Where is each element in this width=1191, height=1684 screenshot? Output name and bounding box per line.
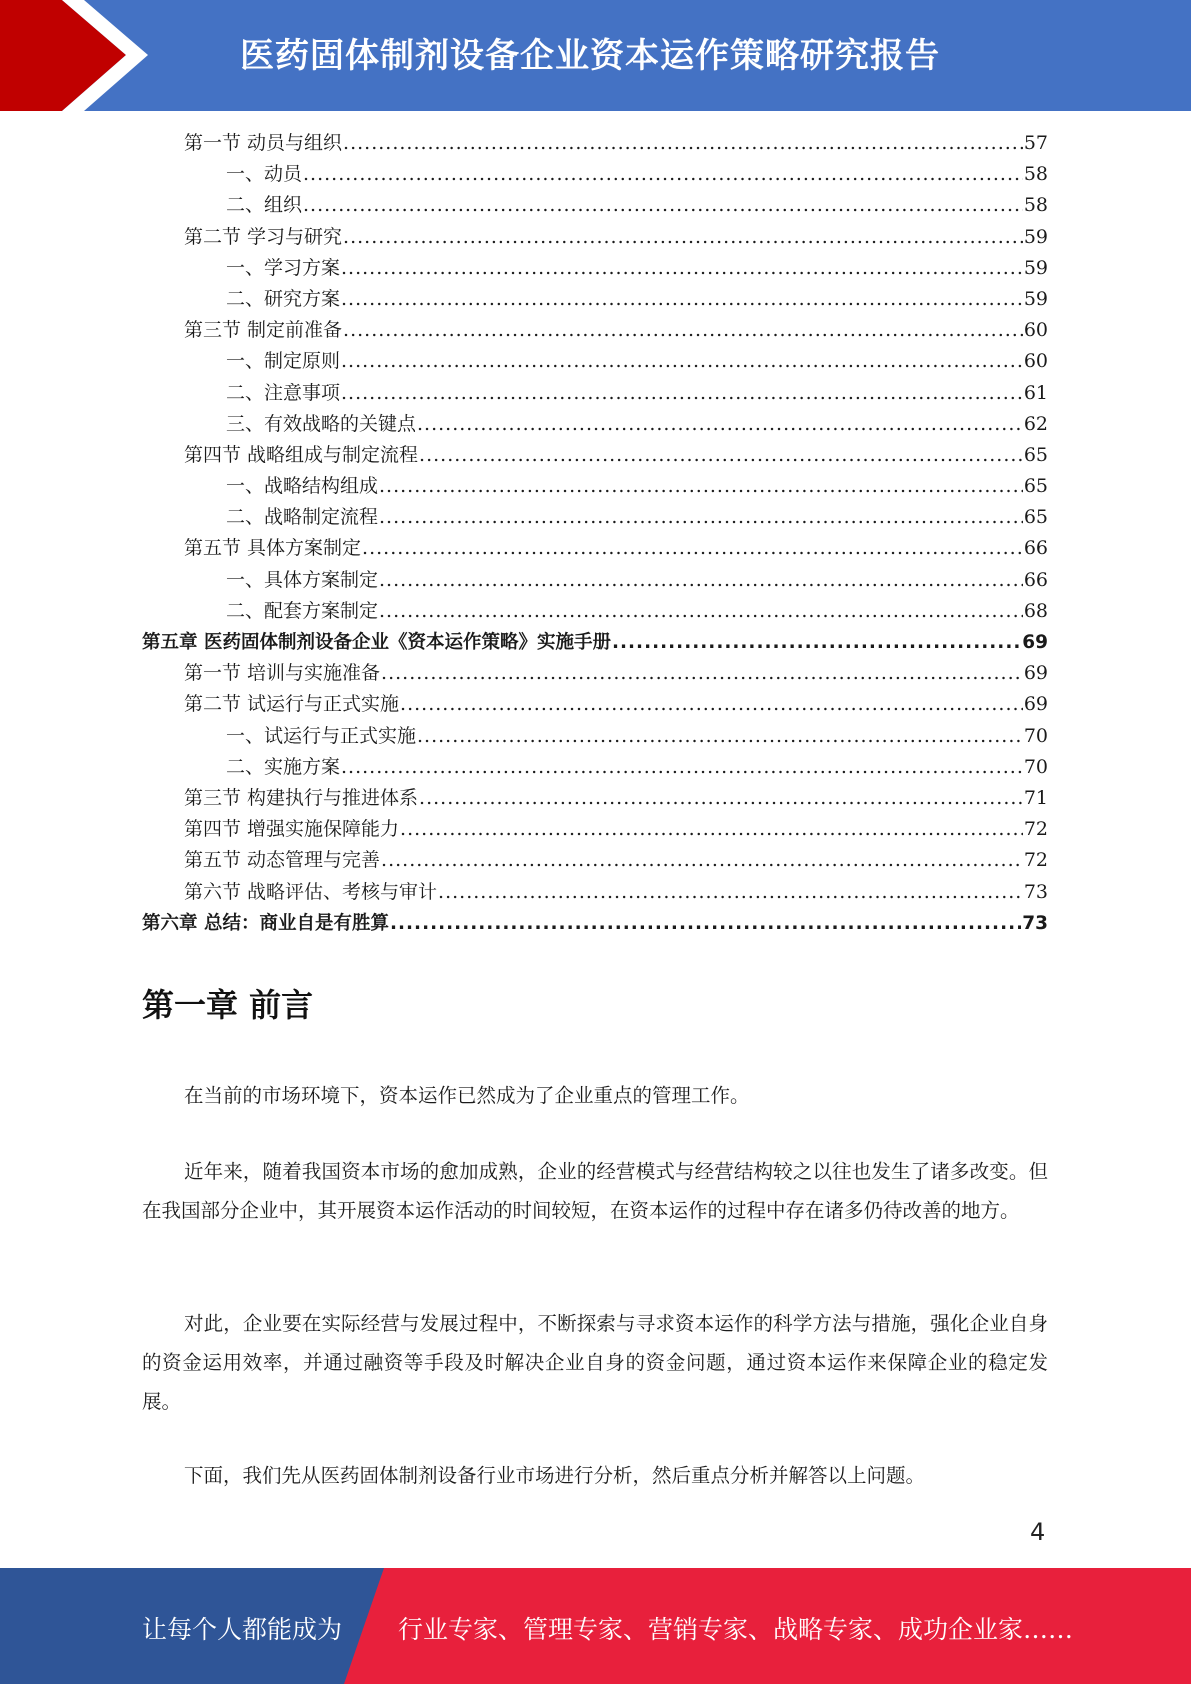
toc-page-number: 65 <box>1023 443 1048 466</box>
toc-page-number: 60 <box>1023 350 1048 373</box>
page-footer <box>0 1568 1191 1684</box>
toc-dot-leader <box>417 409 1023 440</box>
toc-page-number: 70 <box>1023 755 1048 778</box>
toc-dot-leader <box>341 378 1023 409</box>
toc-entry-title: 二、配套方案制定 <box>226 599 379 622</box>
toc-entry[interactable] <box>142 752 1048 783</box>
toc-entry-title: 二、组织 <box>226 194 303 217</box>
toc-page-number: 59 <box>1023 256 1048 279</box>
paragraph-4: 下面，我们先从医药固体制剂设备行业市场进行分析，然后重点分析并解答以上问题。 <box>184 1464 926 1487</box>
toc-page-number: 72 <box>1023 849 1048 872</box>
toc-dot-leader <box>400 689 1023 720</box>
toc-entry-title: 一、战略结构组成 <box>226 475 379 498</box>
toc-entry[interactable] <box>142 814 1048 845</box>
toc-dot-leader <box>419 783 1023 814</box>
toc-page-number: 73 <box>1022 912 1048 934</box>
toc-entry[interactable] <box>142 565 1048 596</box>
toc-entry[interactable] <box>142 440 1048 471</box>
toc-entry-title: 二、研究方案 <box>226 287 341 310</box>
toc-dot-leader <box>381 845 1023 876</box>
toc-entry-title: 一、制定原则 <box>226 350 341 373</box>
toc-dot-leader <box>379 502 1023 533</box>
toc-entry-title: 第一节 动员与组织 <box>184 132 343 154</box>
footer-slogan-left: 让每个人都能成为 <box>142 1615 343 1644</box>
toc-dot-leader <box>417 721 1023 752</box>
toc-entry-title: 第六章 总结：商业自是有胜算 <box>142 912 389 934</box>
toc-entry-title: 第一节 培训与实施准备 <box>184 662 381 685</box>
toc-dot-leader <box>612 627 1021 658</box>
toc-entry-title: 第四节 增强实施保障能力 <box>184 818 400 841</box>
toc-entry[interactable] <box>142 159 1048 190</box>
toc-entry[interactable] <box>142 908 1048 939</box>
toc-entry[interactable] <box>142 253 1048 284</box>
toc-dot-leader <box>379 596 1023 627</box>
toc-page-number: 69 <box>1023 662 1048 685</box>
toc-entry-title: 二、战略制定流程 <box>226 506 379 529</box>
toc-entry[interactable] <box>142 284 1048 315</box>
header-arrow-decoration <box>0 0 160 111</box>
page-number: 4 <box>1030 1518 1046 1546</box>
toc-dot-leader <box>390 908 1021 939</box>
toc-entry[interactable] <box>142 378 1048 409</box>
toc-entry-title: 二、注意事项 <box>226 381 341 404</box>
chapter-heading: 第一章 前言 <box>142 986 314 1024</box>
toc-entry[interactable] <box>142 128 1048 159</box>
toc-page-number: 73 <box>1023 880 1048 903</box>
paragraph-1: 在当前的市场环境下，资本运作已然成为了企业重点的管理工作。 <box>184 1084 750 1107</box>
table-of-contents <box>142 128 1048 939</box>
toc-dot-leader <box>343 315 1023 346</box>
toc-dot-leader <box>379 471 1023 502</box>
toc-page-number: 69 <box>1022 632 1048 653</box>
toc-dot-leader <box>379 565 1023 596</box>
toc-entry[interactable] <box>142 190 1048 221</box>
toc-dot-leader <box>303 190 1023 221</box>
toc-entry[interactable] <box>142 783 1048 814</box>
toc-page-number: 70 <box>1023 724 1048 747</box>
toc-page-number: 62 <box>1023 412 1048 435</box>
paragraph-2: 近年来，随着我国资本市场的愈加成熟，企业的经营模式与经营结构较之以往也发生了诸多改变。但在我国部分企业中，其开展资本运作活动的时间较短，在资本运作的过程中存在诸多仍待改善的地方。 <box>142 1160 1048 1222</box>
toc-entry[interactable] <box>142 627 1048 658</box>
toc-dot-leader <box>343 128 1023 159</box>
toc-entry-title: 一、具体方案制定 <box>226 568 379 591</box>
toc-entry-title: 一、学习方案 <box>226 256 341 279</box>
paragraph-3: 对此，企业要在实际经营与发展过程中，不断探索与寻求资本运作的科学方法与措施，强化企业自身的资金运用效率，并通过融资等手段及时解决企业自身的资金问题，通过资本运作来保障企业的稳定发展。 <box>142 1312 1048 1413</box>
toc-page-number: 71 <box>1023 786 1048 809</box>
toc-dot-leader <box>419 440 1023 471</box>
toc-entry-title: 第五章 医药固体制剂设备企业《资本运作策略》实施手册 <box>142 632 611 653</box>
toc-page-number: 59 <box>1023 287 1048 310</box>
toc-dot-leader <box>400 814 1023 845</box>
toc-entry-title: 第五节 具体方案制定 <box>184 537 362 560</box>
toc-entry[interactable] <box>142 596 1048 627</box>
report-title: 医药固体制剂设备企业资本运作策略研究报告 <box>240 36 940 76</box>
toc-dot-leader <box>438 877 1023 908</box>
toc-page-number: 66 <box>1023 537 1048 560</box>
toc-dot-leader <box>341 253 1023 284</box>
toc-entry-title: 第二节 学习与研究 <box>184 225 343 248</box>
toc-dot-leader <box>341 752 1023 783</box>
toc-page-number: 66 <box>1023 568 1048 591</box>
toc-entry[interactable] <box>142 689 1048 720</box>
toc-entry-title: 第三节 构建执行与推进体系 <box>184 786 419 809</box>
toc-entry[interactable] <box>142 721 1048 752</box>
toc-entry[interactable] <box>142 409 1048 440</box>
toc-page-number: 68 <box>1023 599 1048 622</box>
toc-page-number: 60 <box>1023 319 1048 342</box>
toc-entry-title: 一、动员 <box>226 163 303 186</box>
toc-entry[interactable] <box>142 346 1048 377</box>
toc-dot-leader <box>341 284 1023 315</box>
toc-entry[interactable] <box>142 533 1048 564</box>
toc-entry-title: 一、试运行与正式实施 <box>226 724 417 747</box>
toc-entry-title: 第六节 战略评估、考核与审计 <box>184 880 438 903</box>
toc-page-number: 61 <box>1023 381 1048 404</box>
toc-page-number: 72 <box>1023 818 1048 841</box>
toc-entry[interactable] <box>142 471 1048 502</box>
toc-entry-title: 第四节 战略组成与制定流程 <box>184 443 419 466</box>
toc-page-number: 69 <box>1023 693 1048 716</box>
footer-slogan-right: 行业专家、管理专家、营销专家、战略专家、成功企业家…… <box>398 1615 1074 1644</box>
toc-entry-title: 第二节 试运行与正式实施 <box>184 693 400 716</box>
toc-entry-title: 第三节 制定前准备 <box>184 319 343 342</box>
toc-entry[interactable] <box>142 845 1048 876</box>
toc-page-number: 57 <box>1023 132 1048 154</box>
page-header <box>0 0 1191 111</box>
toc-entry-title: 第五节 动态管理与完善 <box>184 849 381 872</box>
toc-entry[interactable] <box>142 877 1048 908</box>
toc-dot-leader <box>303 159 1023 190</box>
toc-page-number: 65 <box>1023 475 1048 498</box>
toc-entry[interactable] <box>142 502 1048 533</box>
toc-entry-title: 二、实施方案 <box>226 755 341 778</box>
toc-entry[interactable] <box>142 315 1048 346</box>
toc-entry[interactable] <box>142 658 1048 689</box>
toc-dot-leader <box>341 346 1023 377</box>
toc-page-number: 58 <box>1023 194 1048 217</box>
toc-entry-title: 三、有效战略的关键点 <box>226 412 417 435</box>
toc-dot-leader <box>343 222 1023 253</box>
toc-entry[interactable] <box>142 222 1048 253</box>
toc-dot-leader <box>362 533 1023 564</box>
toc-page-number: 59 <box>1023 225 1048 248</box>
toc-page-number: 65 <box>1023 506 1048 529</box>
toc-page-number: 58 <box>1023 163 1048 186</box>
toc-dot-leader <box>381 658 1023 689</box>
